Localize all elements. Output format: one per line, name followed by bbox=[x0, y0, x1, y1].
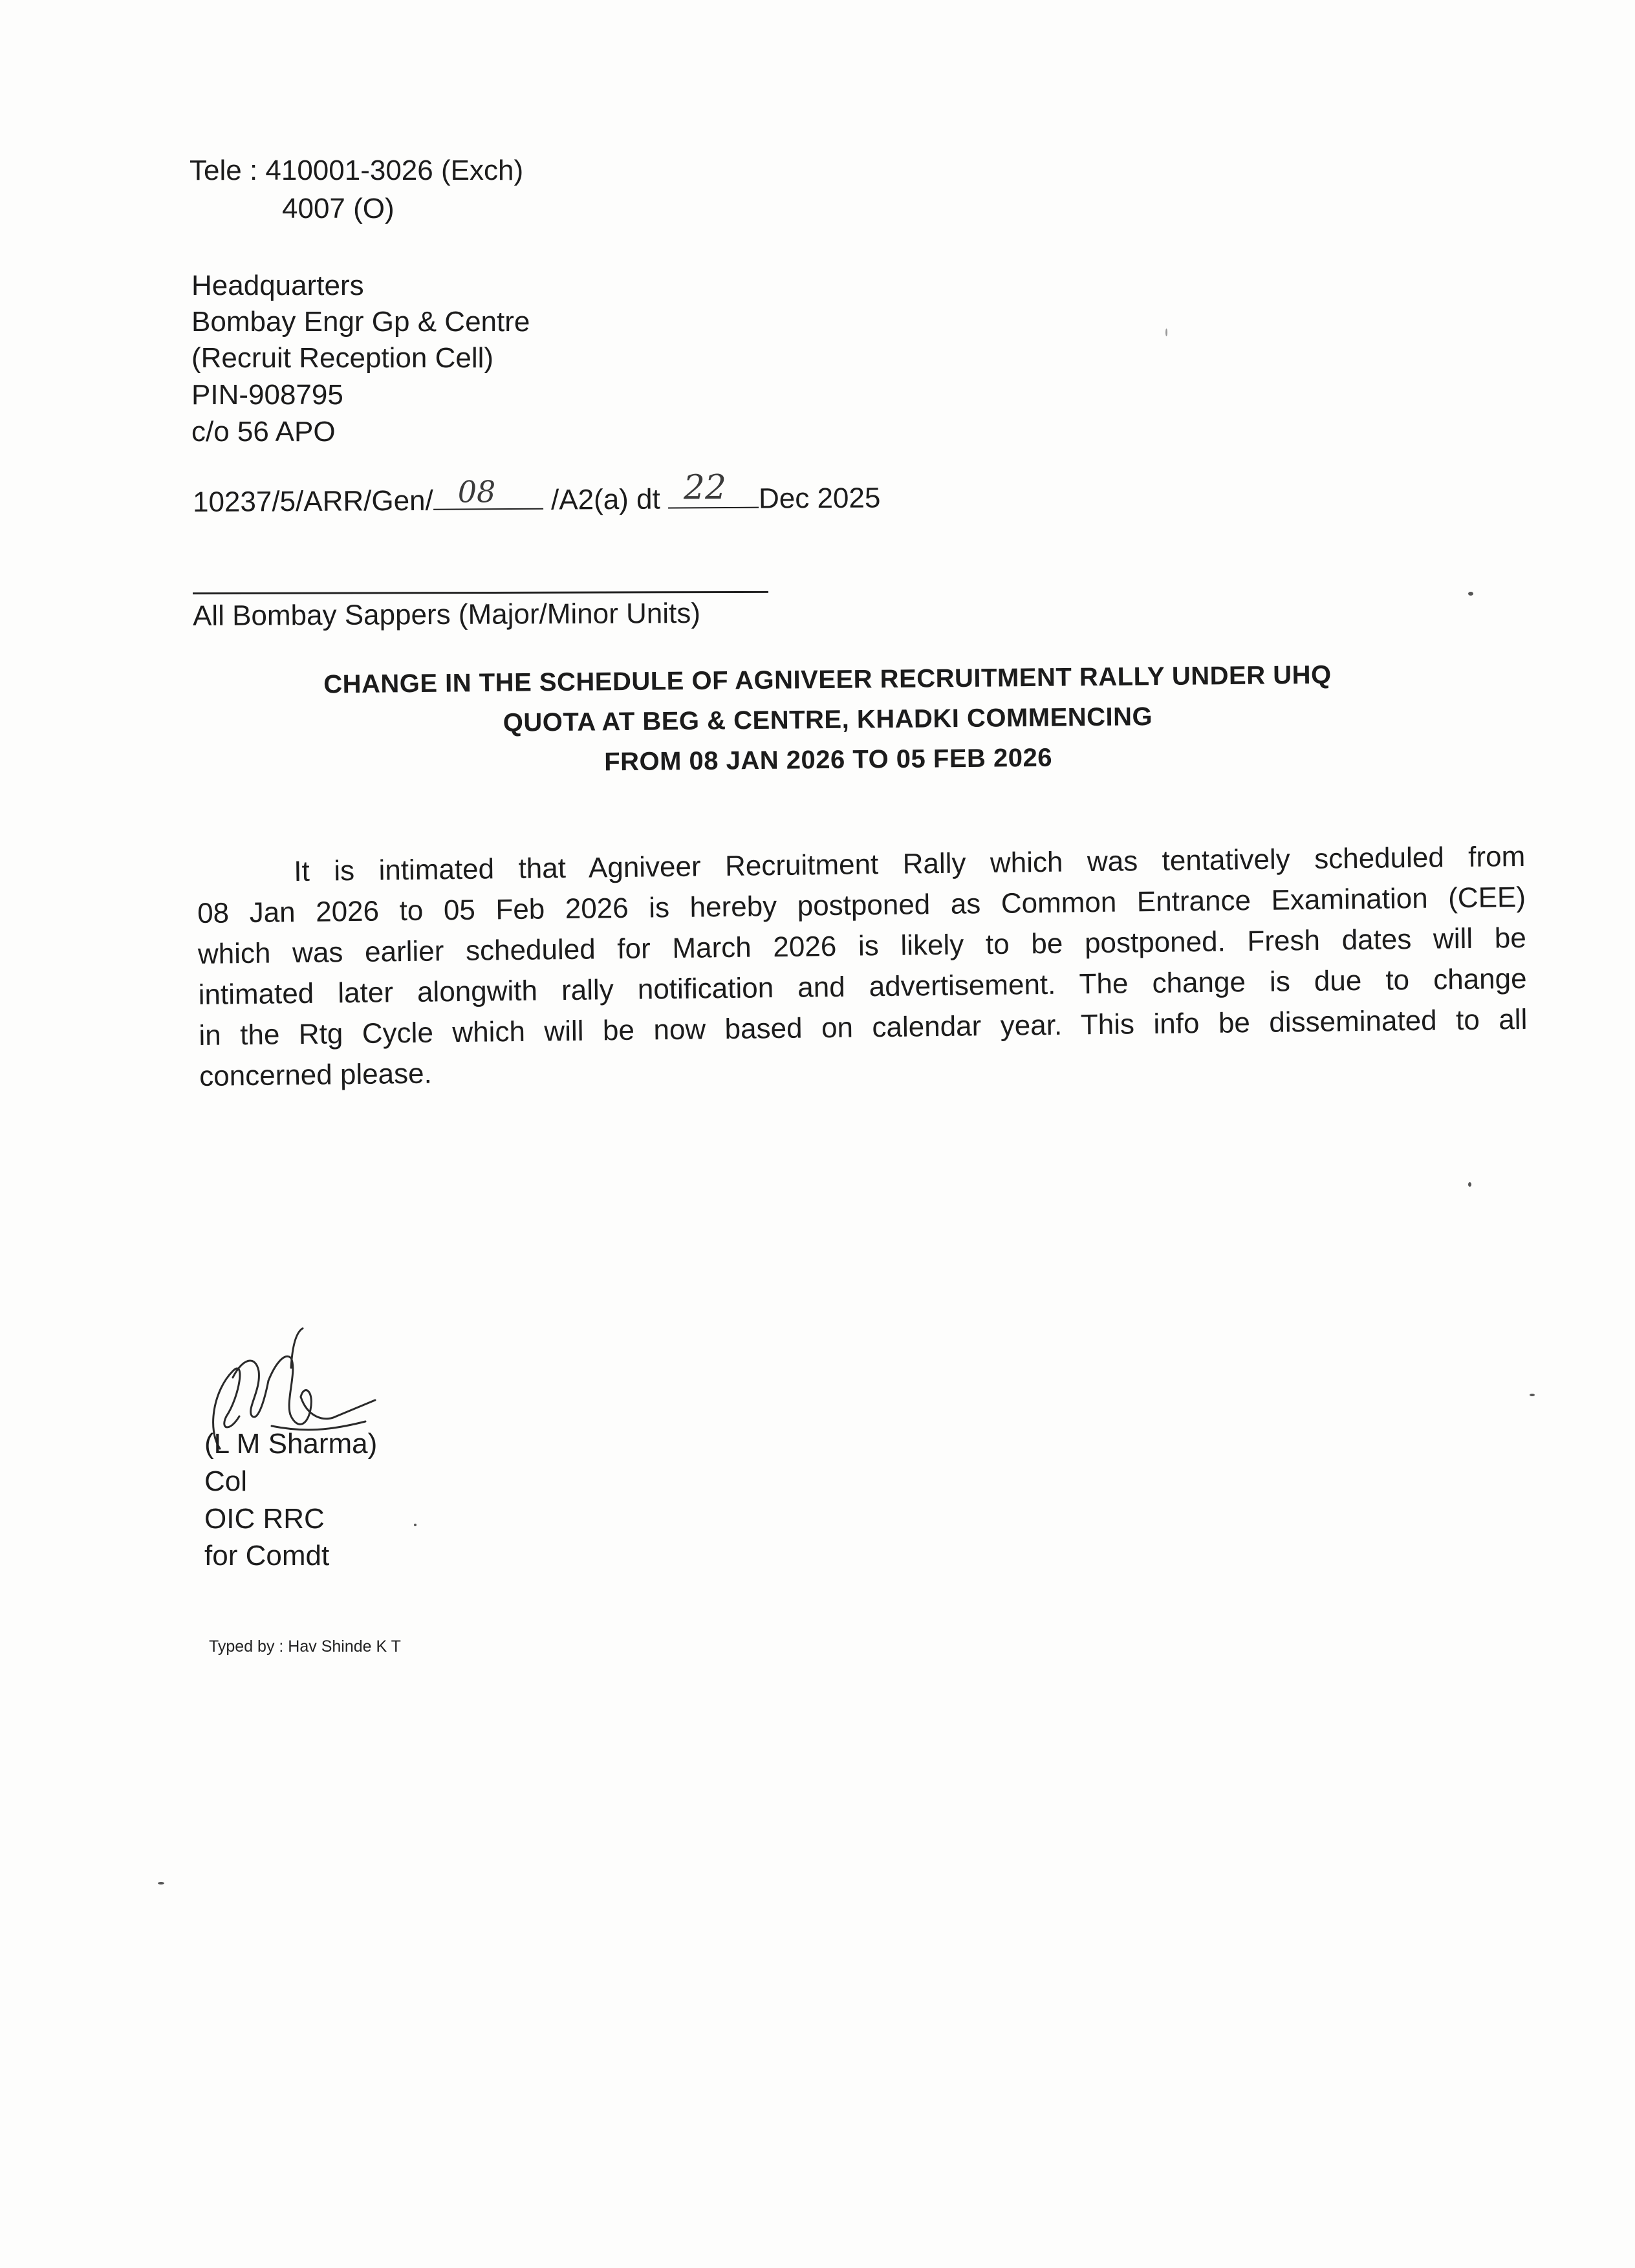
telephone-exchange: Tele : 410001-3026 (Exch) bbox=[189, 155, 524, 186]
signatory-name: (L M Sharma) bbox=[204, 1428, 378, 1460]
telephone-office: 4007 (O) bbox=[282, 193, 395, 224]
reference-prefix: 10237/5/ARR/Gen/ bbox=[192, 484, 433, 518]
scan-speck bbox=[1468, 1182, 1471, 1187]
body-line-6: concerned please. bbox=[199, 1057, 433, 1092]
reference-number bbox=[192, 468, 881, 521]
addressee-rule bbox=[193, 591, 768, 594]
reference-suffix: Dec 2025 bbox=[758, 482, 881, 515]
reference-middle: /A2(a) dt bbox=[550, 483, 660, 516]
address-line-pin: PIN-908795 bbox=[191, 379, 343, 411]
reference-serial-blank bbox=[433, 474, 543, 510]
subject-heading bbox=[193, 654, 1462, 786]
address-line-apo: c/o 56 APO bbox=[191, 416, 336, 448]
body-line-3: which was earlier scheduled for March 2026 is likely to be postponed. Fresh dates will be bbox=[197, 922, 1527, 970]
address-line-headquarters: Headquarters bbox=[191, 270, 364, 301]
typed-by: Typed by : Hav Shinde K T bbox=[209, 1637, 401, 1656]
scan-speck bbox=[1468, 592, 1473, 596]
subject-line-1: CHANGE IN THE SCHEDULE OF AGNIVEER RECRUITMENT RALLY UNDER UHQ bbox=[323, 660, 1332, 699]
body-line-1: It is intimated that Agniveer Recruitment Rally which was tentatively scheduled from bbox=[294, 840, 1526, 888]
signatory-appointment: OIC RRC bbox=[204, 1503, 325, 1535]
subject-line-2: QUOTA AT BEG & CENTRE, KHADKI COMMENCING bbox=[503, 702, 1153, 737]
signatory-rank: Col bbox=[204, 1465, 248, 1497]
address-line-unit: Bombay Engr Gp & Centre bbox=[191, 306, 530, 338]
scan-speck bbox=[1165, 329, 1167, 336]
reference-serial-handwritten: 08 bbox=[457, 474, 496, 510]
body-line-4: intimated later alongwith rally notification and advertisement. The change is due to change bbox=[198, 962, 1527, 1011]
scan-speck bbox=[158, 1882, 164, 1885]
reference-day-handwritten: 22 bbox=[683, 468, 727, 508]
addressee: All Bombay Sappers (Major/Minor Units) bbox=[192, 597, 701, 632]
scan-speck bbox=[414, 1524, 417, 1526]
body-paragraph bbox=[197, 836, 1528, 1097]
scan-speck bbox=[1530, 1394, 1535, 1396]
reference-date-blank bbox=[668, 468, 759, 509]
body-line-2: 08 Jan 2026 to 05 Feb 2026 is hereby postponed as Common Entrance Examination (CEE) bbox=[197, 881, 1526, 929]
subject-line-3: FROM 08 JAN 2026 TO 05 FEB 2026 bbox=[603, 743, 1053, 777]
signatory-for: for Comdt bbox=[204, 1540, 330, 1571]
address-line-cell: (Recruit Reception Cell) bbox=[191, 342, 494, 374]
body-line-5: in the Rtg Cycle which will be now based on calendar year. This info be disseminated to all bbox=[199, 1003, 1528, 1052]
